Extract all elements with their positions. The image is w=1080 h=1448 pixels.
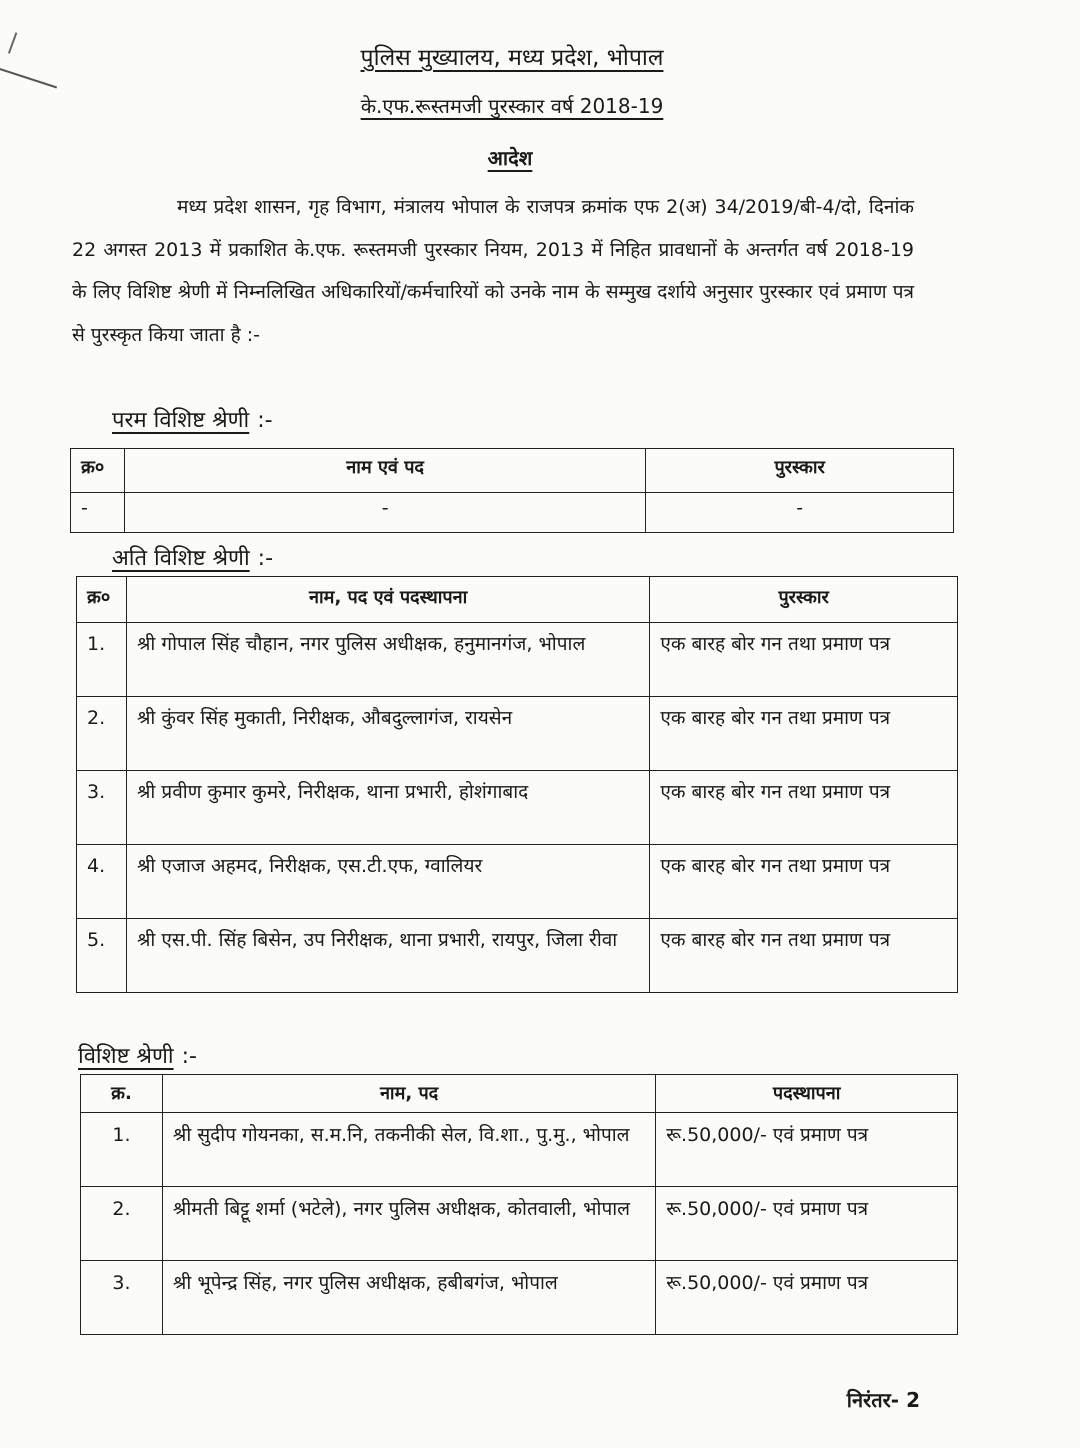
section-title-vishisht <box>78 1040 197 1070</box>
cell-award: एक बारह बोर गन तथा प्रमाण पत्र <box>650 623 958 697</box>
section3-title: विशिष्ट श्रेणी <box>78 1044 174 1069</box>
table-row <box>71 493 954 533</box>
section3-suffix: :- <box>181 1044 197 1069</box>
cell-serial: 1. <box>81 1113 163 1187</box>
cell-name: श्री प्रवीण कुमार कुमरे, निरीक्षक, थाना प्रभारी, होशंगाबाद <box>126 771 649 845</box>
table-header-row <box>71 449 954 493</box>
table-header-row <box>81 1075 958 1113</box>
table-row <box>77 845 958 919</box>
header-name-post: नाम, पद <box>162 1075 655 1113</box>
cell-name: - <box>124 493 645 533</box>
cell-award: रू.50,000/- एवं प्रमाण पत्र <box>656 1261 958 1335</box>
table-row <box>77 697 958 771</box>
header-posting: पदस्थापना <box>656 1075 958 1113</box>
header-serial: क्र. <box>81 1075 163 1113</box>
section1-title: परम विशिष्ट श्रेणी <box>112 408 250 433</box>
cell-name: श्री गोपाल सिंह चौहान, नगर पुलिस अधीक्षक, हनुमानगंज, भोपाल <box>126 623 649 697</box>
cell-name: श्री भूपेन्द्र सिंह, नगर पुलिस अधीक्षक, हबीबगंज, भोपाल <box>162 1261 655 1335</box>
cell-name: श्री कुंवर सिंह मुकाती, निरीक्षक, औबदुल्लागंज, रायसेन <box>126 697 649 771</box>
page-title-text: पुलिस मुख्यालय, मध्य प्रदेश, भोपाल <box>360 45 664 71</box>
cell-serial: 3. <box>81 1261 163 1335</box>
table-row <box>81 1187 958 1261</box>
cell-serial: 2. <box>77 697 127 771</box>
table-param-vishisht <box>70 448 954 533</box>
body-paragraph: मध्य प्रदेश शासन, गृह विभाग, मंत्रालय भोपाल के राजपत्र क्रमांक एफ 2(अ) 34/2019/बी-4/दो, दिनांक 22 अगस्त 2013 में प्रकाशित के.एफ. रूस्तमजी पुरस्कार नियम, 2013 में निहित प्रावधानों के अन्तर्गत वर्ष 2018-19 के लिए विशिष्ट श्रेणी में निम्नलिखित अधिकारियों/कर्मचारियों को उनके नाम के सम्मुख दर्शाये अनुसार पुरस्कार एवं प्रमाण पत्र से पुरस्कृत किया जाता है :- <box>72 196 914 346</box>
cell-name: श्री एस.पी. सिंह बिसेन, उप निरीक्षक, थाना प्रभारी, रायपुर, जिला रीवा <box>126 919 649 993</box>
order-heading <box>0 144 1080 171</box>
cell-name: श्री सुदीप गोयनका, स.म.नि, तकनीकी सेल, वि.शा., पु.मु., भोपाल <box>162 1113 655 1187</box>
table-row <box>77 771 958 845</box>
header-name: नाम एवं पद <box>124 449 645 493</box>
cell-serial: 2. <box>81 1187 163 1261</box>
page-title <box>0 40 1080 72</box>
table-row <box>81 1261 958 1335</box>
section-title-ati-vishisht <box>112 542 273 572</box>
page-continued-note: निरंतर- 2 <box>846 1388 920 1412</box>
table-vishisht <box>80 1074 958 1335</box>
cell-award: रू.50,000/- एवं प्रमाण पत्र <box>656 1187 958 1261</box>
cell-award: एक बारह बोर गन तथा प्रमाण पत्र <box>650 697 958 771</box>
table-ati-vishisht <box>76 576 958 993</box>
cell-award: - <box>646 493 954 533</box>
cell-award: एक बारह बोर गन तथा प्रमाण पत्र <box>650 771 958 845</box>
cell-serial: - <box>71 493 125 533</box>
cell-award: एक बारह बोर गन तथा प्रमाण पत्र <box>650 845 958 919</box>
header-serial: क्र० <box>77 577 127 623</box>
cell-name: श्री एजाज अहमद, निरीक्षक, एस.टी.एफ, ग्वालियर <box>126 845 649 919</box>
cell-name: श्रीमती बिट्टू शर्मा (भटेले), नगर पुलिस अधीक्षक, कोतवाली, भोपाल <box>162 1187 655 1261</box>
page-subtitle <box>0 92 1080 119</box>
cell-serial: 5. <box>77 919 127 993</box>
header-award: पुरस्कार <box>646 449 954 493</box>
cell-serial: 3. <box>77 771 127 845</box>
page-subtitle-text: के.एफ.रूस्तमजी पुरस्कार वर्ष 2018-19 <box>360 94 664 118</box>
header-award: पुरस्कार <box>650 577 958 623</box>
section2-suffix: :- <box>257 546 274 571</box>
header-name-post: नाम, पद एवं पदस्थापना <box>126 577 649 623</box>
table-row <box>81 1113 958 1187</box>
cell-award: रू.50,000/- एवं प्रमाण पत्र <box>656 1113 958 1187</box>
cell-award: एक बारह बोर गन तथा प्रमाण पत्र <box>650 919 958 993</box>
order-heading-text: आदेश <box>487 146 533 170</box>
header-serial: क्र० <box>71 449 125 493</box>
table-header-row <box>77 577 958 623</box>
section2-title: अति विशिष्ट श्रेणी <box>112 546 250 571</box>
table-row <box>77 919 958 993</box>
section-title-param-vishisht <box>112 404 273 434</box>
cell-serial: 4. <box>77 845 127 919</box>
table-row <box>77 623 958 697</box>
cell-serial: 1. <box>77 623 127 697</box>
section1-suffix: :- <box>257 408 273 433</box>
